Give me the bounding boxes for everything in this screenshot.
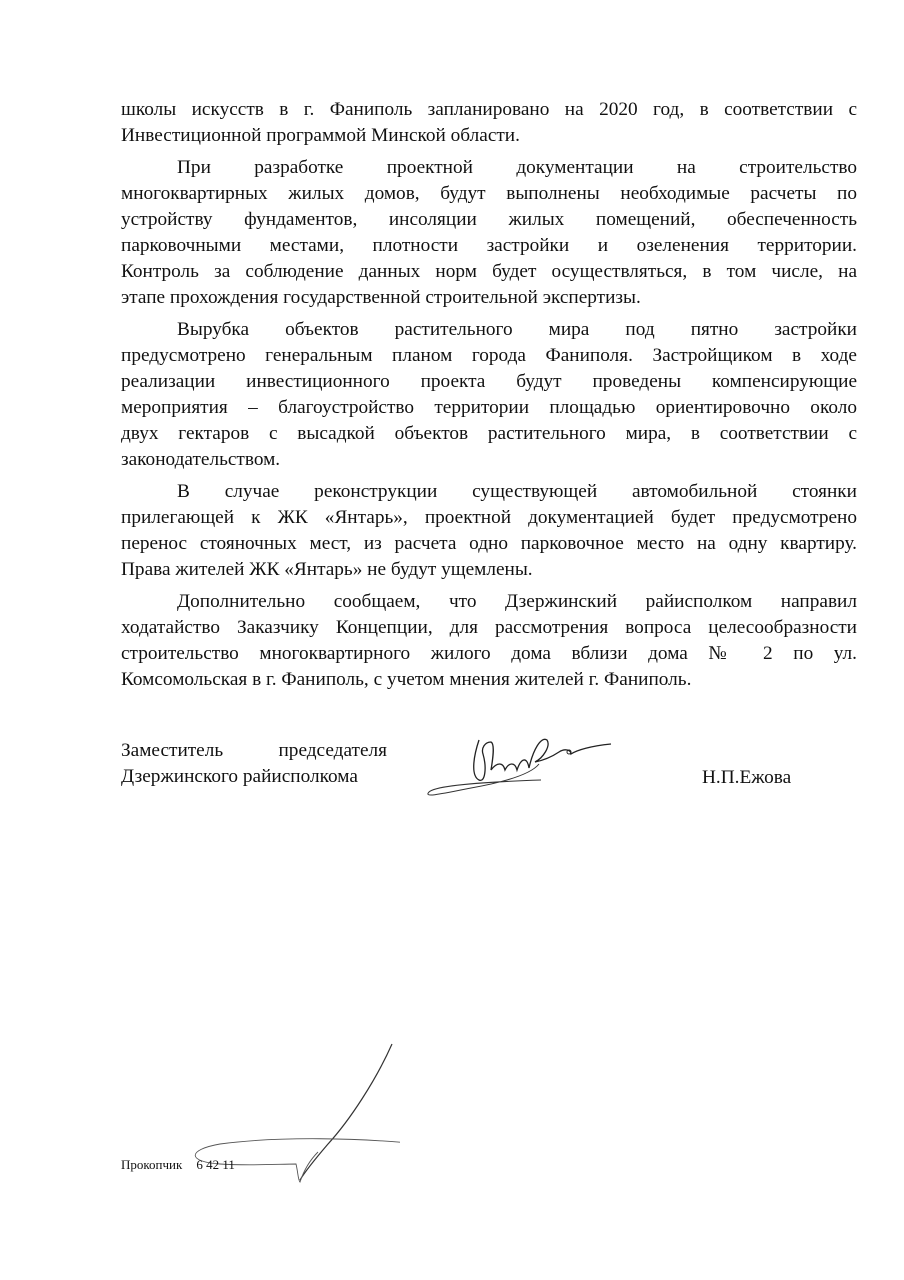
text-line: устройству фундаментов, инсоляции жилых помещений, обеспеченность xyxy=(121,209,857,230)
text-line: В случае реконструкции существующей автомобильной стоянки xyxy=(177,481,857,502)
text-line: парковочными местами, плотности застройки и озеленения территории. xyxy=(121,235,857,256)
text-line: строительство многоквартирного жилого дома вблизи дома № 2 по ул. xyxy=(121,643,857,664)
paragraph-parking-reconstruction xyxy=(121,479,857,583)
paragraph-design-documentation xyxy=(121,155,857,311)
paragraph-additional-info xyxy=(121,589,857,693)
executor-name: Прокопчик xyxy=(121,1157,183,1172)
handwritten-signature-icon xyxy=(421,728,701,808)
text-line: Комсомольская в г. Фаниполь, с учетом мнения жителей г. Фаниполь. xyxy=(121,669,692,690)
text-line: прилегающей к ЖК «Янтарь», проектной документацией будет предусмотрено xyxy=(121,507,857,528)
text-line: законодательством. xyxy=(121,449,281,470)
text-line: Вырубка объектов растительного мира под пятно застройки xyxy=(177,319,857,340)
text-line: школы искусств в г. Фаниполь запланировано на 2020 год, в соответствии с xyxy=(121,99,857,120)
text-line: двух гектаров с высадкой объектов растительного мира, в соответствии с xyxy=(121,423,857,444)
text-line: этапе прохождения государственной строительной экспертизы. xyxy=(121,287,641,308)
paragraph-continuation xyxy=(121,97,857,149)
text-line: Права жителей ЖК «Янтарь» не будут ущемлены. xyxy=(121,559,533,580)
text-line: реализации инвестиционного проекта будут проведены компенсирующие xyxy=(121,371,857,392)
text-line: ходатайство Заказчику Концепции, для рассмотрения вопроса целесообразности xyxy=(121,617,857,638)
signatory-name: Н.П.Ежова xyxy=(702,767,792,788)
text-line: Инвестиционной программой Минской области. xyxy=(121,125,520,146)
text-line: перенос стояночных мест, из расчета одно парковочное место на одну квартиру. xyxy=(121,533,857,554)
executor-footer xyxy=(121,1157,235,1173)
text-line: Дополнительно сообщаем, что Дзержинский райисполком направил xyxy=(177,591,857,612)
signatory-position-line-2: Дзержинского райисполкома xyxy=(121,766,358,787)
paragraph-tree-felling xyxy=(121,317,857,473)
text-line: предусмотрено генеральным планом города Фаниполя. Застройщиком в ходе xyxy=(121,345,857,366)
signatory-position-line-1: Заместитель председателя xyxy=(121,740,387,761)
executor-phone: 6 42 11 xyxy=(196,1157,235,1172)
letter-body xyxy=(121,97,857,699)
text-line: Контроль за соблюдение данных норм будет осуществляться, в том числе, на xyxy=(121,261,857,282)
text-line: многоквартирных жилых домов, будут выполнены необходимые расчеты по xyxy=(121,183,857,204)
text-line: мероприятия – благоустройство территории площадью ориентировочно около xyxy=(121,397,857,418)
text-line: При разработке проектной документации на строительство xyxy=(177,157,857,178)
